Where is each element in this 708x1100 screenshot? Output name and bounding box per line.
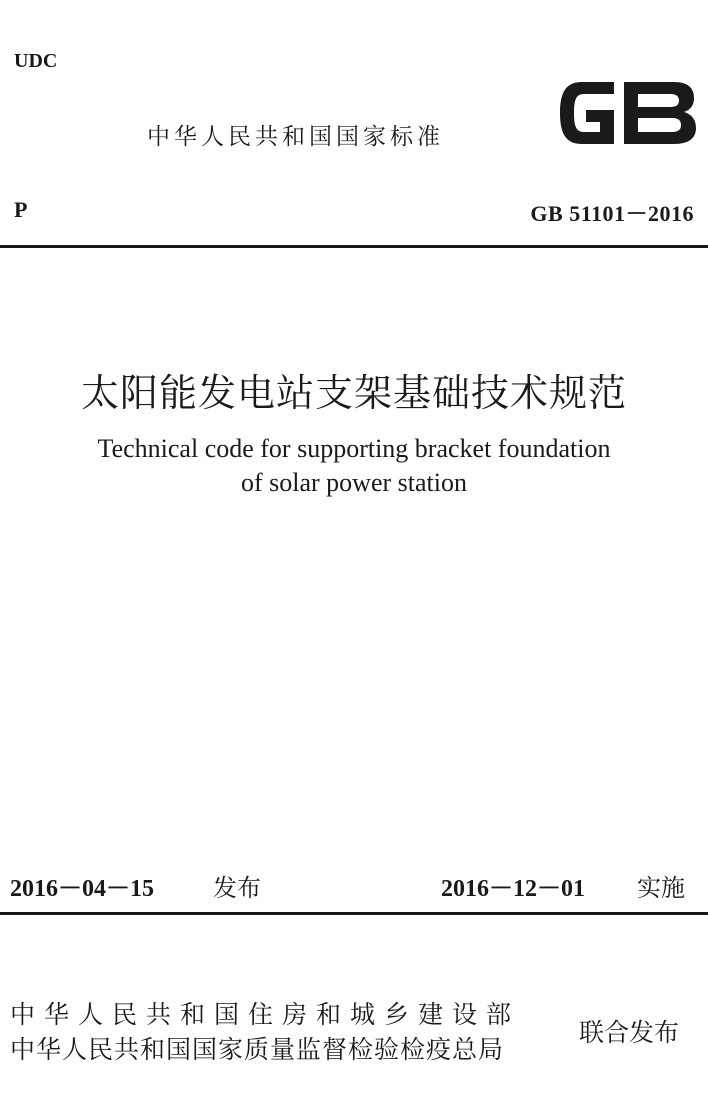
classification-code: P bbox=[14, 197, 28, 222]
joint-issue-label: 联合发布 bbox=[579, 1018, 680, 1047]
implementation-label: 实施 bbox=[637, 874, 685, 902]
issue-date: 2016－04－15 bbox=[10, 876, 154, 902]
header-divider bbox=[0, 245, 708, 248]
title-chinese: 太阳能发电站支架基础技术规范 bbox=[80, 371, 627, 415]
udc-label: UDC bbox=[14, 50, 58, 72]
standard-number: GB 51101－2016 bbox=[530, 201, 694, 226]
issuer-ministry-housing: 中华人民共和国住房和城乡建设部 bbox=[10, 1000, 521, 1029]
issuer-aqsiq: 中华人民共和国国家质量监督检验检疫总局 bbox=[10, 1035, 505, 1064]
agency-title: 中华人民共和国国家标准 bbox=[147, 124, 444, 150]
footer-divider bbox=[0, 912, 708, 915]
issue-label: 发布 bbox=[213, 874, 261, 902]
gb-logo bbox=[556, 76, 698, 150]
title-english-line1: Technical code for supporting bracket foundation bbox=[97, 434, 611, 463]
implementation-date: 2016－12－01 bbox=[441, 876, 585, 902]
title-english-line2: of solar power station bbox=[240, 468, 467, 497]
